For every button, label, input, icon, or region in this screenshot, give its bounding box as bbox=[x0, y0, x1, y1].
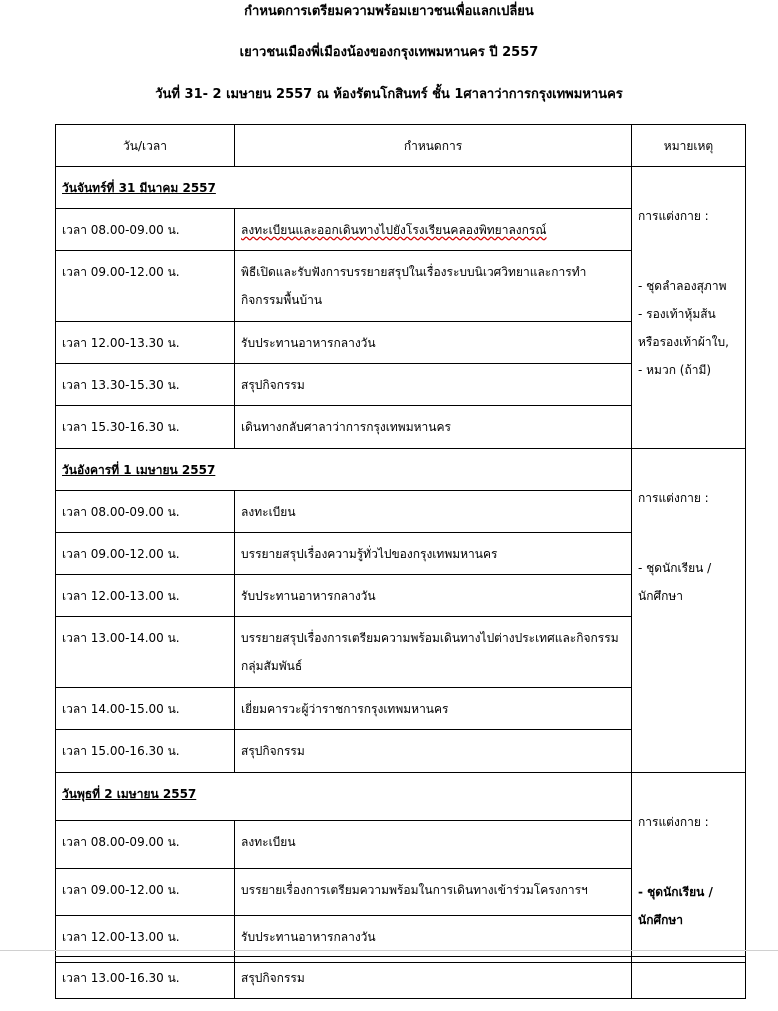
remark-cell bbox=[632, 449, 746, 773]
remark-body: - ชุดลำลองสุภาพ - รองเท้าหุ้มส้น หรือรองเท้าผ้าใบ, - หมวก (ถ้ามี) bbox=[638, 279, 729, 377]
activity-cell: ลงทะเบียน bbox=[235, 821, 632, 868]
activity-cell: พิธีเปิดและรับฟังการบรรยายสรุปในเรื่องระบบนิเวศวิทยาและการทำกิจกรรมพื้นบ้าน bbox=[235, 251, 632, 322]
remark-body: - ชุดนักเรียน / นักศึกษา bbox=[638, 885, 713, 927]
time-cell: เวลา 12.00-13.30 น. bbox=[56, 322, 235, 364]
activity-cell: บรรยายสรุปเรื่องการเตรียมความพร้อมเดินทางไปต่างประเทศและกิจกรรมกลุ่มสัมพันธ์ bbox=[235, 617, 632, 688]
remark-cell bbox=[632, 957, 746, 999]
activity-cell: สรุปกิจกรรม bbox=[235, 730, 632, 773]
document-title-line-2: เยาวชนเมืองพี่เมืองน้องของกรุงเทพมหานคร ปี 2557 bbox=[239, 45, 539, 60]
time-cell: เวลา 09.00-12.00 น. bbox=[56, 251, 235, 322]
time-cell: เวลา 12.00-13.00 น. bbox=[56, 575, 235, 617]
document-title-line-1: กำหนดการเตรียมความพร้อมเยาวชนเพื่อแลกเปลี่ยน bbox=[244, 4, 534, 19]
activity-text: ลงทะเบียนและออกเดินทางไปยังโรงเรียนคลองพิทยาลงกรณ์ bbox=[241, 223, 547, 237]
day-row bbox=[56, 773, 746, 821]
day-label: วันจันทร์ที่ 31 มีนาคม 2557 bbox=[62, 181, 216, 195]
day-label: วันพุธที่ 2 เมษายน 2557 bbox=[62, 787, 197, 801]
remark-caption: การแต่งกาย : bbox=[638, 491, 709, 505]
schedule-table-continued bbox=[55, 956, 746, 999]
activity-cell: สรุปกิจกรรม bbox=[235, 957, 632, 999]
day-label: วันอังคารที่ 1 เมษายน 2557 bbox=[62, 463, 216, 477]
document-title-line-3: วันที่ 31- 2 เมษายน 2557 ณ ห้องรัตนโกสินทร์ ชั้น 1ศาลาว่าการกรุงเทพมหานคร bbox=[155, 87, 623, 102]
activity-cell: บรรยายเรื่องการเตรียมความพร้อมในการเดินทางเข้าร่วมโครงการฯ bbox=[235, 868, 632, 915]
time-cell: เวลา 13.30-15.30 น. bbox=[56, 364, 235, 406]
page-break bbox=[0, 950, 778, 951]
activity-cell: รับประทานอาหารกลางวัน bbox=[235, 322, 632, 364]
time-cell: เวลา 12.00-13.00 น. bbox=[56, 915, 235, 962]
activity-cell bbox=[235, 209, 632, 251]
time-cell: เวลา 08.00-09.00 น. bbox=[56, 491, 235, 533]
table-header-row bbox=[56, 125, 746, 167]
remark-cell bbox=[632, 167, 746, 449]
time-cell: เวลา 15.30-16.30 น. bbox=[56, 406, 235, 449]
remark-cell bbox=[632, 773, 746, 963]
time-cell: เวลา 14.00-15.00 น. bbox=[56, 688, 235, 730]
activity-cell: รับประทานอาหารกลางวัน bbox=[235, 915, 632, 962]
activity-cell: ลงทะเบียน bbox=[235, 491, 632, 533]
header-remark: หมายเหตุ bbox=[632, 125, 746, 167]
header-time: วัน/เวลา bbox=[56, 125, 235, 167]
activity-cell: เยี่ยมคารวะผู้ว่าราชการกรุงเทพมหานคร bbox=[235, 688, 632, 730]
day-row bbox=[56, 449, 746, 491]
time-cell: เวลา 09.00-12.00 น. bbox=[56, 533, 235, 575]
activity-cell: รับประทานอาหารกลางวัน bbox=[235, 575, 632, 617]
time-cell: เวลา 13.00-14.00 น. bbox=[56, 617, 235, 688]
time-cell: เวลา 09.00-12.00 น. bbox=[56, 868, 235, 915]
time-cell: เวลา 08.00-09.00 น. bbox=[56, 209, 235, 251]
remark-caption: การแต่งกาย : bbox=[638, 209, 709, 223]
activity-cell: สรุปกิจกรรม bbox=[235, 364, 632, 406]
activity-cell: เดินทางกลับศาลาว่าการกรุงเทพมหานคร bbox=[235, 406, 632, 449]
time-cell: เวลา 13.00-16.30 น. bbox=[56, 957, 235, 999]
header-agenda: กำหนดการ bbox=[235, 125, 632, 167]
time-cell: เวลา 08.00-09.00 น. bbox=[56, 821, 235, 868]
day-row bbox=[56, 167, 746, 209]
remark-caption: การแต่งกาย : bbox=[638, 815, 709, 829]
activity-cell: บรรยายสรุปเรื่องความรู้ทั่วไปของกรุงเทพมหานคร bbox=[235, 533, 632, 575]
remark-body: - ชุดนักเรียน / นักศึกษา bbox=[638, 561, 712, 603]
table-row bbox=[56, 957, 746, 999]
time-cell: เวลา 15.00-16.30 น. bbox=[56, 730, 235, 773]
schedule-table bbox=[55, 124, 746, 963]
